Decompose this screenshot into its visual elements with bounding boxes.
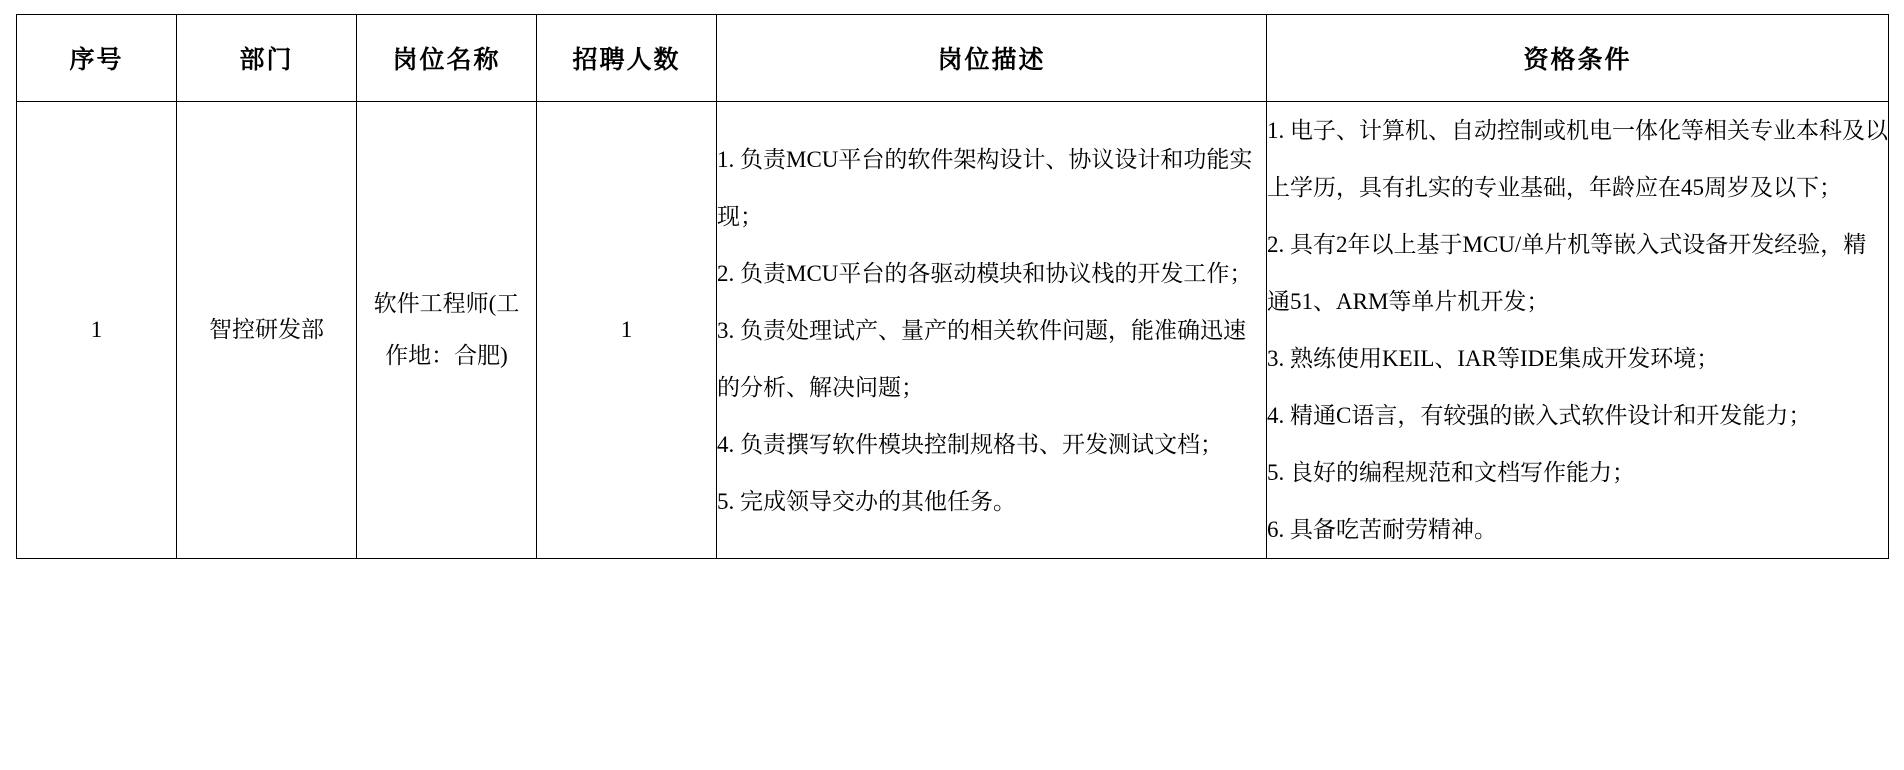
req-item: 1. 电子、计算机、自动控制或机电一体化等相关专业本科及以上学历，具有扎实的专业基础，年龄应在45周岁及以下； (1267, 118, 1888, 200)
desc-item: 4. 负责撰写软件模块控制规格书、开发测试文档； (717, 431, 1223, 457)
recruitment-table (16, 14, 1889, 559)
table-header-row (17, 15, 1889, 102)
column-header-dept: 部门 (177, 15, 357, 102)
table-header (17, 15, 1889, 102)
cell-desc (717, 102, 1267, 559)
req-item: 5. 良好的编程规范和文档写作能力； (1267, 460, 1635, 485)
table-row (17, 102, 1889, 559)
cell-count (537, 102, 717, 559)
column-header-title: 岗位名称 (357, 15, 537, 102)
column-header-req: 资格条件 (1267, 15, 1889, 102)
desc-item: 1. 负责MCU平台的软件架构设计、协议设计和功能实现； (717, 146, 1253, 229)
row-count-value: 1 (620, 317, 633, 342)
desc-item: 5. 完成领导交办的其他任务。 (717, 488, 1016, 514)
desc-item: 3. 负责处理试产、量产的相关软件问题，能准确迅速的分析、解决问题； (717, 317, 1246, 400)
row-title-value: 软件工程师(工作地：合肥) (373, 291, 520, 368)
cell-dept (177, 102, 357, 559)
cell-req (1267, 102, 1889, 559)
row-no-value: 1 (90, 317, 103, 342)
column-header-desc: 岗位描述 (717, 15, 1267, 102)
table-body (17, 102, 1889, 559)
cell-title (357, 102, 537, 559)
column-header-count: 招聘人数 (537, 15, 717, 102)
req-item: 3. 熟练使用KEIL、IAR等IDE集成开发环境； (1267, 346, 1720, 371)
row-dept-value: 智控研发部 (209, 317, 324, 342)
cell-no (17, 102, 177, 559)
column-header-no: 序号 (17, 15, 177, 102)
req-item: 4. 精通C语言，有较强的嵌入式软件设计和开发能力； (1267, 403, 1812, 428)
req-item: 6. 具备吃苦耐劳精神。 (1267, 517, 1497, 542)
req-item: 2. 具有2年以上基于MCU/单片机等嵌入式设备开发经验，精通51、ARM等单片机开发； (1267, 232, 1867, 314)
desc-item: 2. 负责MCU平台的各驱动模块和协议栈的开发工作； (717, 260, 1253, 286)
